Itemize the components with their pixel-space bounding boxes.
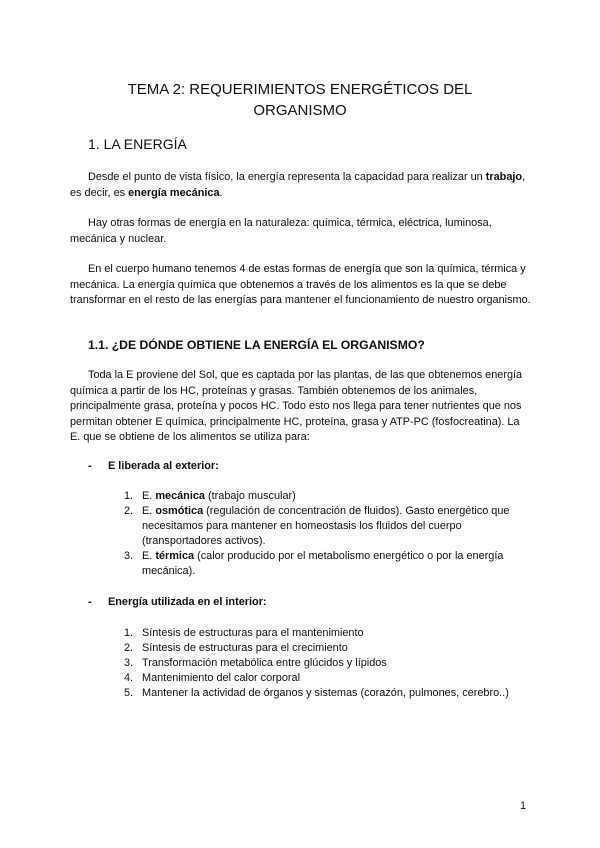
paragraph-cuerpo-humano [70,262,532,309]
list-heading-text: E liberada al exterior: [108,460,219,472]
list-number: 4. [124,672,134,684]
text-segment: . [219,186,223,199]
text-segment: (trabajo muscular) [204,490,296,502]
text-segment: E. [142,490,156,502]
text-segment: , es decir, es [70,171,526,199]
text-segment: Toda la E proviene del Sol, que es captada por las plantas, de las que obtenemos energía química a partir de los HC, proteínas y grasas. También obtenemos de los animales, principalmente grasa, proteína y pocos HC. Todo esto nos llega para tener nutrientes que nos permitan obtener E química, principalmente HC, proteína, grasa y ATP-PC (fosfocreatina). La E. que se obtiene de los alimentos se utiliza para: [70,369,523,443]
paragraph-formas-energia [70,216,532,247]
list-item-text: Síntesis de estructuras para el crecimiento [142,642,348,654]
list-number: 2. [124,505,134,517]
text-segment: Hay otras formas de energía en la naturaleza: química, térmica, eléctrica, luminosa, mecánica y nuclear. [70,217,492,245]
list-item [114,626,524,641]
list-item-text: Transformación metabólica entre glúcidos y lípidos [142,657,387,669]
list-item [114,656,524,671]
bold-term: mecánica [155,490,205,502]
list-item-text: Mantener la actividad de órganos y sistemas (corazón, pulmones, cerebro..) [142,687,509,699]
list-exterior [114,489,524,579]
document-title [60,79,540,121]
text-segment: E. [142,505,156,517]
list-interior [114,626,524,701]
bold-term: osmótica [155,505,204,517]
list-heading-exterior [88,460,219,472]
list-item [114,686,524,701]
list-item [114,504,524,549]
dash-bullet: - [88,460,92,472]
subsection-heading-origen-energia: 1.1. ¿DE DÓNDE OBTIENE LA ENERGÍA EL ORGANISMO? [88,338,425,352]
list-item [114,489,524,504]
list-item-text: Síntesis de estructuras para el mantenimiento [142,627,364,639]
list-item [114,641,524,656]
list-number: 5. [124,687,134,699]
bold-term-trabajo: trabajo [485,171,523,183]
list-number: 3. [124,657,134,669]
page-number: 1 [520,800,527,812]
list-number: 3. [124,550,134,562]
paragraph-definicion [70,170,532,201]
list-number: 1. [124,627,134,639]
text-segment: (calor producido por el metabolismo energético o por la energía mecánica). [142,550,504,577]
paragraph-origen-energia [70,368,532,446]
list-item [114,549,524,579]
text-segment: En el cuerpo humano tenemos 4 de estas formas de energía que son la química, térmica y mecánica. La energía química que obtenemos a través de los alimentos es la que se debe transformar en el resto de las energías para mantener el funcionamiento de nuestro organismo. [70,263,531,306]
section-heading-energia: 1. LA ENERGÍA [88,136,187,152]
dash-bullet: - [88,596,92,608]
bold-term-energia-mecanica: energía mecánica [128,186,220,199]
list-heading-interior [88,596,267,608]
text-segment: (regulación de concentración de fluidos). Gasto energético que necesitamos para mantener en homeostasis los fluidos del cuerpo (transportadores activos). [142,505,510,547]
title-line-2: ORGANISMO [253,102,347,119]
list-item-text: Mantenimiento del calor corporal [142,672,300,684]
text-segment: E. [142,550,156,562]
list-item [114,671,524,686]
title-line-1: TEMA 2: REQUERIMIENTOS ENERGÉTICOS DEL [127,81,473,98]
bold-term: térmica [155,550,195,562]
list-number: 2. [124,642,134,654]
list-number: 1. [124,490,134,502]
list-heading-text: Energía utilizada en el interior: [108,596,267,608]
text-segment: Desde el punto de vista físico, la energía representa la capacidad para realizar un [88,171,486,183]
